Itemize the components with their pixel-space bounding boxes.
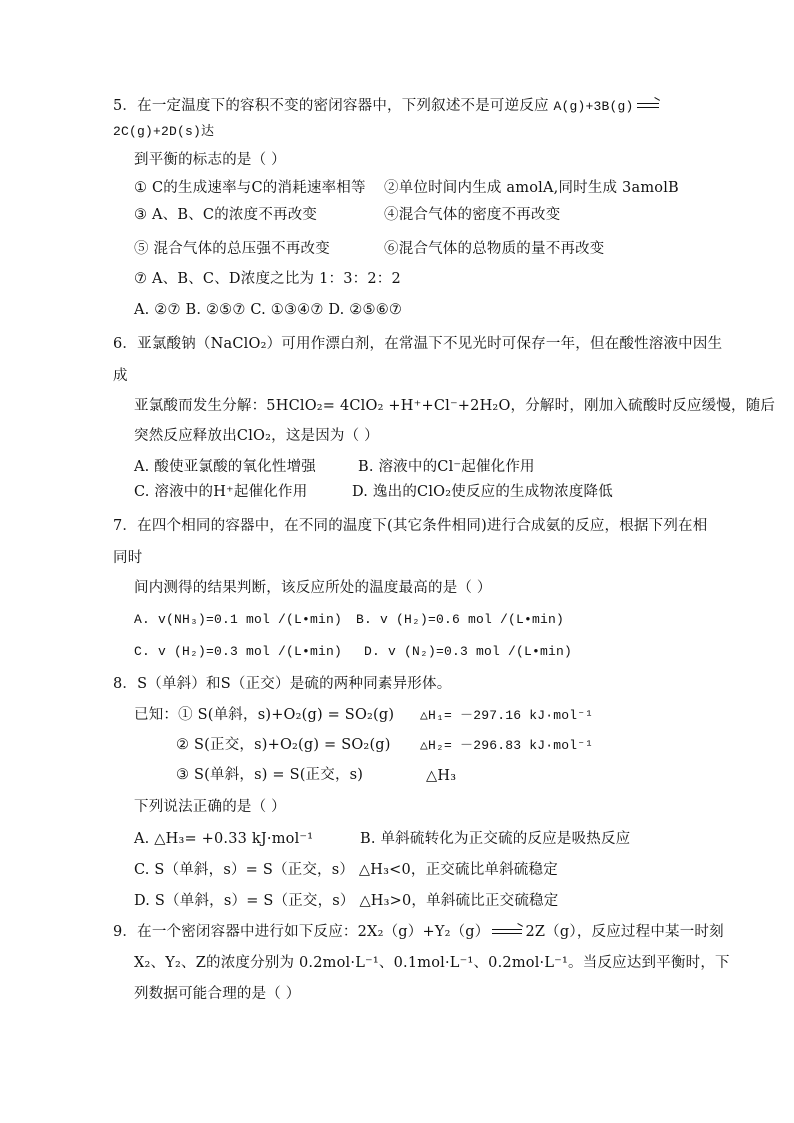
q8-known-2: ② S(正交，s)+O₂(g) = SO₂(g) bbox=[176, 737, 391, 753]
q8-question: 下列说法正确的是（ ） bbox=[134, 799, 286, 815]
q8-line1: 8．S（单斜）和S（正交）是硫的两种同素异形体。 bbox=[113, 676, 452, 692]
q6-option-b: B. 溶液中的Cl⁻起催化作用 bbox=[358, 459, 535, 475]
q8-option-a: A. △H₃= +0.33 kJ·mol⁻¹ bbox=[134, 831, 314, 847]
equilibrium-arrow-icon bbox=[637, 101, 659, 111]
q8-known-1: 已知：① S(单斜，s)+O₂(g) = SO₂(g) bbox=[134, 707, 395, 723]
q7-line1: 7．在四个相同的容器中，在不同的温度下(其它条件相同)进行合成氨的反应，根据下列在相 bbox=[113, 518, 708, 534]
q8-known-1-enthalpy: △H₁= －297.16 kJ·mol⁻¹ bbox=[420, 708, 594, 723]
q5-line2: 2C(g)+2D(s)达 bbox=[113, 124, 215, 139]
q7-option-d: D. v (N₂)=0.3 mol /(L•min) bbox=[364, 644, 573, 659]
q5-option-3: ③ A、B、C的浓度不再改变 bbox=[134, 207, 318, 223]
q7-option-a: A. v(NH₃)=0.1 mol /(L•min) bbox=[134, 612, 343, 627]
q7-line2: 同时 bbox=[113, 550, 143, 566]
q6-line1: 6．亚氯酸钠（NaClO₂）可用作漂白剂，在常温下不见光时可保存一年，但在酸性溶液中因生 bbox=[113, 336, 723, 352]
q8-known-3: ③ S(单斜，s) = S(正交，s) bbox=[176, 767, 364, 783]
q6-option-a: A. 酸使亚氯酸的氧化性增强 bbox=[134, 459, 316, 475]
q5-option-6: ⑥混合气体的总物质的量不再改变 bbox=[384, 241, 605, 257]
q6-line4: 突然反应释放出ClO₂，这是因为（ ） bbox=[134, 428, 379, 444]
q5-option-5: ⑤ 混合气体的总压强不再改变 bbox=[134, 241, 330, 257]
q9-line3: 列数据可能合理的是（ ） bbox=[134, 986, 301, 1002]
q9-text-a: 9．在一个密闭容器中进行如下反应：2X₂（g）+Y₂（g） bbox=[113, 924, 490, 940]
q5-option-7: ⑦ A、B、C、D浓度之比为 1：3：2：2 bbox=[134, 271, 401, 287]
q6-option-d: D. 逸出的ClO₂使反应的生成物浓度降低 bbox=[352, 484, 613, 500]
q6-line3: 亚氯酸而发生分解：5HClO₂= 4ClO₂ +H⁺+Cl⁻+2H₂O，分解时，刚加入硫酸时反应缓慢，随后 bbox=[134, 398, 776, 414]
q5-question: 到平衡的标志的是（ ） bbox=[134, 152, 286, 168]
q8-known-3-enthalpy: △H₃ bbox=[426, 768, 457, 784]
q5-reactants: A(g)+3B(g) bbox=[553, 99, 634, 114]
q9-line2: X₂、Y₂、Z的浓度分别为 0.2mol·L⁻¹、0.1mol·L⁻¹、0.2mol·L⁻¹。当反应达到平衡时，下 bbox=[134, 955, 730, 971]
q5-option-2: ②单位时间内生成 amolA,同时生成 3amolB bbox=[384, 180, 679, 196]
q5-line1 bbox=[113, 96, 662, 117]
q5-option-1: ① C的生成速率与C的消耗速率相等 bbox=[134, 180, 366, 196]
q8-option-d: D. S（单斜，s）= S（正交，s） △H₃>0，单斜硫比正交硫稳定 bbox=[134, 893, 559, 909]
q5-text: 5．在一定温度下的容积不变的密闭容器中，下列叙述不是可逆反应 bbox=[113, 98, 549, 114]
q7-line3: 间内测得的结果判断，该反应所处的温度最高的是（ ） bbox=[134, 580, 492, 596]
q8-known-2-enthalpy: △H₂= －296.83 kJ·mol⁻¹ bbox=[420, 738, 594, 753]
q7-option-b: B. v (H₂)=0.6 mol /(L•min) bbox=[356, 612, 565, 627]
q8-option-b: B. 单斜硫转化为正交硫的反应是吸热反应 bbox=[360, 831, 631, 847]
q9-text-b: 2Z（g），反应过程中某一时刻 bbox=[525, 924, 724, 940]
q7-option-c: C. v (H₂)=0.3 mol /(L•min) bbox=[134, 644, 343, 659]
q9-line1 bbox=[113, 922, 724, 942]
q5-choices: A. ②⑦ B. ②⑤⑦ C. ①③④⑦ D. ②⑤⑥⑦ bbox=[134, 302, 403, 318]
q6-line2: 成 bbox=[113, 368, 128, 384]
equilibrium-arrow-icon bbox=[492, 927, 522, 937]
q8-option-c: C. S（单斜，s）= S（正交，s） △H₃<0，正交硫比单斜硫稳定 bbox=[134, 862, 558, 878]
q5-option-4: ④混合气体的密度不再改变 bbox=[384, 207, 561, 223]
q6-option-c: C. 溶液中的H⁺起催化作用 bbox=[134, 484, 308, 500]
